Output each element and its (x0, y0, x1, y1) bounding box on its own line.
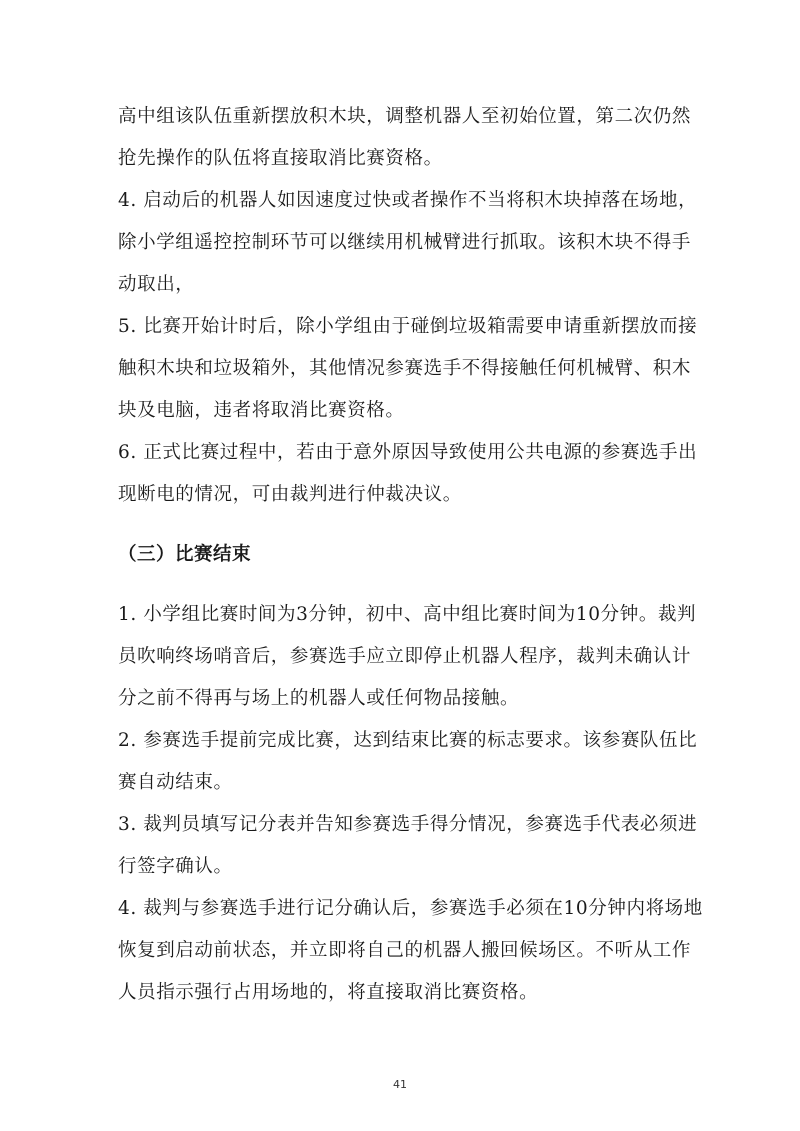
paragraph-line: 恢复到启动前状态，并立即将自己的机器人搬回候场区。不听从工作 (118, 940, 692, 961)
section-heading: （三）比赛结束 (118, 544, 252, 565)
paragraph-line: 现断电的情况，可由裁判进行仲裁决议。 (118, 484, 462, 505)
paragraph-line: 员吹响终场哨音后，参赛选手应立即停止机器人程序，裁判未确认计 (118, 646, 692, 667)
page-number: 41 (393, 1078, 407, 1091)
paragraph-line: 1. 小学组比赛时间为3分钟，初中、高中组比赛时间为10分钟。裁判 (118, 604, 697, 625)
paragraph-line: 3. 裁判员填写记分表并告知参赛选手得分情况，参赛选手代表必须进 (118, 814, 698, 835)
paragraph-line: 赛自动结束。 (118, 772, 233, 793)
paragraph-line: 触积木块和垃圾箱外，其他情况参赛选手不得接触任何机械臂、积木 (118, 358, 692, 379)
paragraph-line: 高中组该队伍重新摆放积木块，调整机器人至初始位置，第二次仍然 (118, 106, 692, 127)
paragraph-line: 分之前不得再与场上的机器人或任何物品接触。 (118, 688, 520, 709)
paragraph-line: 除小学组遥控控制环节可以继续用机械臂进行抓取。该积木块不得手 (118, 232, 692, 253)
paragraph-line: 人员指示强行占用场地的，将直接取消比赛资格。 (118, 982, 539, 1003)
paragraph-line: 5. 比赛开始计时后，除小学组由于碰倒垃圾箱需要申请重新摆放而接 (118, 316, 698, 337)
paragraph-line: 2. 参赛选手提前完成比赛，达到结束比赛的标志要求。该参赛队伍比 (118, 730, 698, 751)
paragraph-line: 6. 正式比赛过程中，若由于意外原因导致使用公共电源的参赛选手出 (118, 442, 698, 463)
paragraph-line: 块及电脑，违者将取消比赛资格。 (118, 400, 405, 421)
paragraph-line: 行签字确认。 (118, 856, 233, 877)
paragraph-line: 抢先操作的队伍将直接取消比赛资格。 (118, 148, 443, 169)
paragraph-line: 4. 启动后的机器人如因速度过快或者操作不当将积木块掉落在场地， (118, 190, 698, 211)
paragraph-line: 4. 裁判与参赛选手进行记分确认后，参赛选手必须在10分钟内将场地 (118, 898, 703, 919)
paragraph-line: 动取出， (118, 274, 195, 295)
